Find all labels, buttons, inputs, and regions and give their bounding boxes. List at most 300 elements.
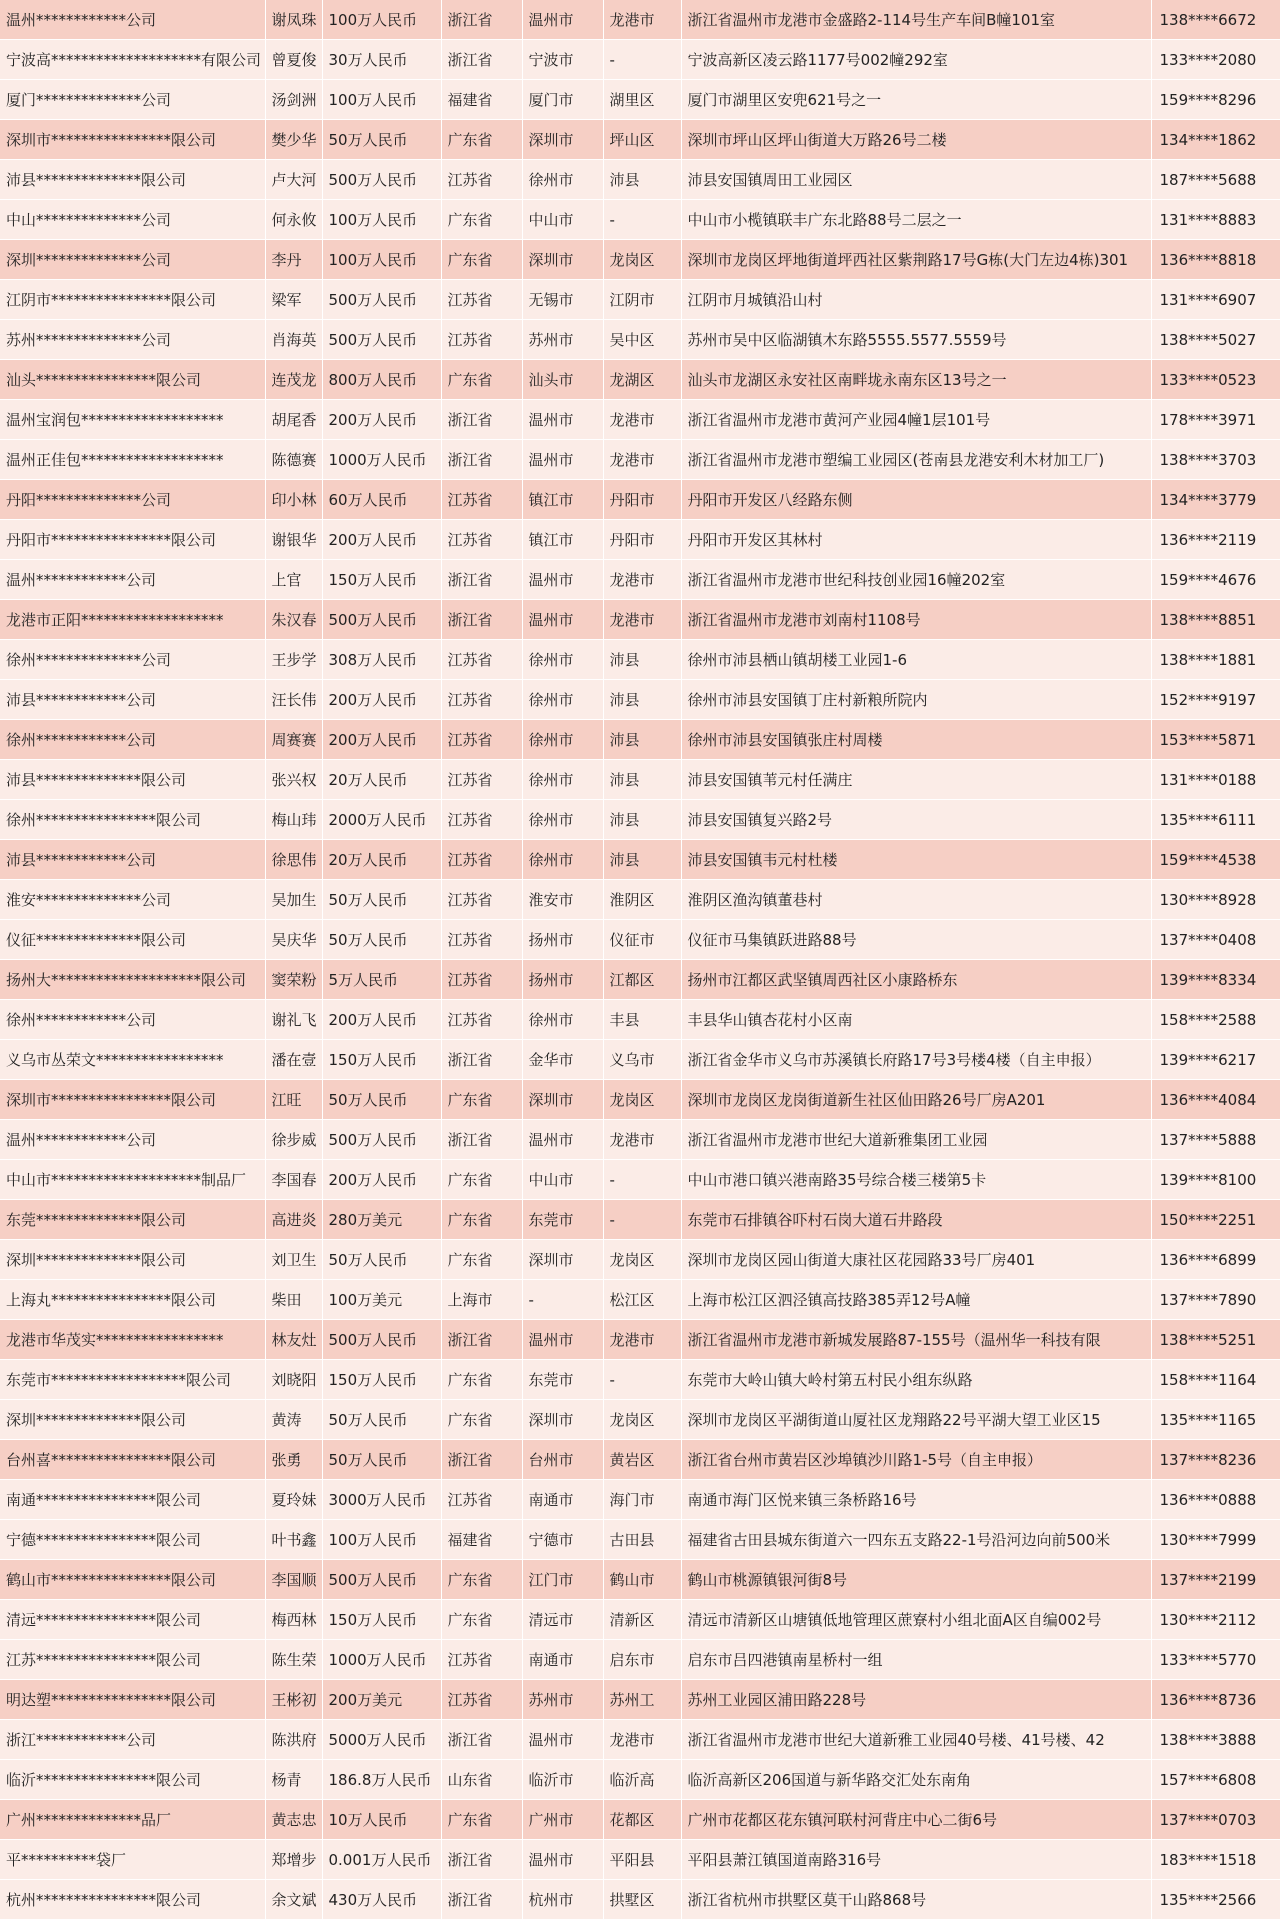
phone-cell[interactable]: 158****1164 [1151, 1360, 1280, 1400]
address-cell[interactable]: 徐州市沛县栖山镇胡楼工业园1-6 [681, 640, 1151, 680]
province-cell[interactable]: 江苏省 [441, 320, 522, 360]
address-cell[interactable]: 浙江省温州市龙港市刘南村1108号 [681, 600, 1151, 640]
province-cell[interactable]: 浙江省 [441, 1040, 522, 1080]
table-row[interactable] [0, 1800, 1280, 1840]
legal-person-cell[interactable]: 卢大河 [265, 160, 322, 200]
district-cell[interactable]: 丰县 [603, 1000, 681, 1040]
legal-person-cell[interactable]: 林友灶 [265, 1320, 322, 1360]
registered-capital-cell[interactable]: 1000万人民币 [322, 440, 441, 480]
address-cell[interactable]: 厦门市湖里区安兜621号之一 [681, 80, 1151, 120]
city-cell[interactable]: 徐州市 [522, 720, 603, 760]
district-cell[interactable]: 吴中区 [603, 320, 681, 360]
company-name-cell[interactable]: 明达塑****************限公司 [0, 1680, 265, 1720]
district-cell[interactable]: - [603, 1200, 681, 1240]
table-row[interactable] [0, 840, 1280, 880]
registered-capital-cell[interactable]: 100万人民币 [322, 80, 441, 120]
phone-cell[interactable]: 137****0703 [1151, 1800, 1280, 1840]
company-name-cell[interactable]: 仪征**************限公司 [0, 920, 265, 960]
registered-capital-cell[interactable]: 200万人民币 [322, 1000, 441, 1040]
registered-capital-cell[interactable]: 800万人民币 [322, 360, 441, 400]
phone-cell[interactable]: 159****8296 [1151, 80, 1280, 120]
phone-cell[interactable]: 158****2588 [1151, 1000, 1280, 1040]
district-cell[interactable]: 江都区 [603, 960, 681, 1000]
district-cell[interactable]: - [603, 200, 681, 240]
table-row[interactable] [0, 600, 1280, 640]
phone-cell[interactable]: 130****2112 [1151, 1600, 1280, 1640]
registered-capital-cell[interactable]: 100万人民币 [322, 200, 441, 240]
registered-capital-cell[interactable]: 2000万人民币 [322, 800, 441, 840]
registered-capital-cell[interactable]: 500万人民币 [322, 280, 441, 320]
legal-person-cell[interactable]: 吴庆华 [265, 920, 322, 960]
address-cell[interactable]: 浙江省温州市龙港市黄河产业园4幢1层101号 [681, 400, 1151, 440]
district-cell[interactable]: 义乌市 [603, 1040, 681, 1080]
legal-person-cell[interactable]: 谢凤珠 [265, 0, 322, 40]
table-row[interactable] [0, 1880, 1280, 1920]
city-cell[interactable]: 江门市 [522, 1560, 603, 1600]
registered-capital-cell[interactable]: 10万人民币 [322, 1800, 441, 1840]
company-name-cell[interactable]: 苏州**************公司 [0, 320, 265, 360]
address-cell[interactable]: 宁波高新区凌云路1177号002幢292室 [681, 40, 1151, 80]
phone-cell[interactable]: 133****5770 [1151, 1640, 1280, 1680]
province-cell[interactable]: 广东省 [441, 1400, 522, 1440]
legal-person-cell[interactable]: 梅山玮 [265, 800, 322, 840]
province-cell[interactable]: 广东省 [441, 1600, 522, 1640]
legal-person-cell[interactable]: 王步学 [265, 640, 322, 680]
district-cell[interactable]: 苏州工 [603, 1680, 681, 1720]
district-cell[interactable]: 沛县 [603, 840, 681, 880]
table-row[interactable] [0, 800, 1280, 840]
phone-cell[interactable]: 138****6672 [1151, 0, 1280, 40]
registered-capital-cell[interactable]: 100万人民币 [322, 0, 441, 40]
legal-person-cell[interactable]: 朱汉春 [265, 600, 322, 640]
phone-cell[interactable]: 138****3888 [1151, 1720, 1280, 1760]
address-cell[interactable]: 鹤山市桃源镇银河街8号 [681, 1560, 1151, 1600]
registered-capital-cell[interactable]: 50万人民币 [322, 1240, 441, 1280]
province-cell[interactable]: 浙江省 [441, 1840, 522, 1880]
district-cell[interactable]: 龙港市 [603, 0, 681, 40]
address-cell[interactable]: 浙江省温州市龙港市世纪大道新雅集团工业园 [681, 1120, 1151, 1160]
legal-person-cell[interactable]: 高进炎 [265, 1200, 322, 1240]
table-row[interactable] [0, 520, 1280, 560]
table-row[interactable] [0, 240, 1280, 280]
district-cell[interactable]: 龙岗区 [603, 1400, 681, 1440]
address-cell[interactable]: 仪征市马集镇跃进路88号 [681, 920, 1151, 960]
registered-capital-cell[interactable]: 1000万人民币 [322, 1640, 441, 1680]
city-cell[interactable]: - [522, 1280, 603, 1320]
address-cell[interactable]: 苏州工业园区浦田路228号 [681, 1680, 1151, 1720]
province-cell[interactable]: 浙江省 [441, 440, 522, 480]
registered-capital-cell[interactable]: 3000万人民币 [322, 1480, 441, 1520]
district-cell[interactable]: 龙港市 [603, 1720, 681, 1760]
table-row[interactable] [0, 1080, 1280, 1120]
company-name-cell[interactable]: 南通****************限公司 [0, 1480, 265, 1520]
company-name-cell[interactable]: 深圳**************公司 [0, 240, 265, 280]
phone-cell[interactable]: 135****6111 [1151, 800, 1280, 840]
table-row[interactable] [0, 880, 1280, 920]
registered-capital-cell[interactable]: 150万人民币 [322, 1360, 441, 1400]
district-cell[interactable]: 龙港市 [603, 440, 681, 480]
address-cell[interactable]: 深圳市龙岗区坪地街道坪西社区紫荆路17号G栋(大门左边4栋)301 [681, 240, 1151, 280]
legal-person-cell[interactable]: 江旺 [265, 1080, 322, 1120]
registered-capital-cell[interactable]: 308万人民币 [322, 640, 441, 680]
company-name-cell[interactable]: 丹阳**************公司 [0, 480, 265, 520]
phone-cell[interactable]: 138****3703 [1151, 440, 1280, 480]
company-name-cell[interactable]: 徐州**************公司 [0, 640, 265, 680]
city-cell[interactable]: 中山市 [522, 1160, 603, 1200]
table-row[interactable] [0, 480, 1280, 520]
legal-person-cell[interactable]: 刘卫生 [265, 1240, 322, 1280]
address-cell[interactable]: 中山市小榄镇联丰广东北路88号二层之一 [681, 200, 1151, 240]
province-cell[interactable]: 江苏省 [441, 480, 522, 520]
address-cell[interactable]: 浙江省台州市黄岩区沙埠镇沙川路1-5号（自主申报） [681, 1440, 1151, 1480]
company-name-cell[interactable]: 平**********袋厂 [0, 1840, 265, 1880]
phone-cell[interactable]: 136****6899 [1151, 1240, 1280, 1280]
phone-cell[interactable]: 136****4084 [1151, 1080, 1280, 1120]
table-row[interactable] [0, 280, 1280, 320]
legal-person-cell[interactable]: 梁军 [265, 280, 322, 320]
legal-person-cell[interactable]: 杨青 [265, 1760, 322, 1800]
company-name-cell[interactable]: 汕头****************限公司 [0, 360, 265, 400]
address-cell[interactable]: 淮阴区渔沟镇董巷村 [681, 880, 1151, 920]
company-name-cell[interactable]: 鹤山市****************限公司 [0, 1560, 265, 1600]
city-cell[interactable]: 徐州市 [522, 680, 603, 720]
district-cell[interactable]: 仪征市 [603, 920, 681, 960]
legal-person-cell[interactable]: 窦荣粉 [265, 960, 322, 1000]
district-cell[interactable]: 启东市 [603, 1640, 681, 1680]
registered-capital-cell[interactable]: 50万人民币 [322, 1400, 441, 1440]
city-cell[interactable]: 徐州市 [522, 840, 603, 880]
legal-person-cell[interactable]: 黄涛 [265, 1400, 322, 1440]
company-name-cell[interactable]: 厦门**************公司 [0, 80, 265, 120]
table-row[interactable] [0, 1160, 1280, 1200]
district-cell[interactable]: 沛县 [603, 720, 681, 760]
company-name-cell[interactable]: 东莞**************限公司 [0, 1200, 265, 1240]
province-cell[interactable]: 福建省 [441, 1520, 522, 1560]
phone-cell[interactable]: 153****5871 [1151, 720, 1280, 760]
phone-cell[interactable]: 139****8334 [1151, 960, 1280, 1000]
phone-cell[interactable]: 135****2566 [1151, 1880, 1280, 1920]
company-name-cell[interactable]: 温州正佳包******************* [0, 440, 265, 480]
address-cell[interactable]: 深圳市龙岗区龙岗街道新生社区仙田路26号厂房A201 [681, 1080, 1151, 1120]
city-cell[interactable]: 东莞市 [522, 1360, 603, 1400]
registered-capital-cell[interactable]: 50万人民币 [322, 880, 441, 920]
legal-person-cell[interactable]: 张勇 [265, 1440, 322, 1480]
table-row[interactable] [0, 1040, 1280, 1080]
company-name-cell[interactable]: 东莞市******************限公司 [0, 1360, 265, 1400]
district-cell[interactable]: 龙岗区 [603, 1240, 681, 1280]
company-name-cell[interactable]: 扬州大********************限公司 [0, 960, 265, 1000]
company-name-cell[interactable]: 宁波高********************有限公司 [0, 40, 265, 80]
table-row[interactable] [0, 120, 1280, 160]
address-cell[interactable]: 浙江省温州市龙港市金盛路2-114号生产车间B幢101室 [681, 0, 1151, 40]
province-cell[interactable]: 江苏省 [441, 160, 522, 200]
address-cell[interactable]: 深圳市龙岗区园山街道大康社区花园路33号厂房401 [681, 1240, 1151, 1280]
registered-capital-cell[interactable]: 150万人民币 [322, 560, 441, 600]
registered-capital-cell[interactable]: 200万人民币 [322, 1160, 441, 1200]
registered-capital-cell[interactable]: 0.001万人民币 [322, 1840, 441, 1880]
province-cell[interactable]: 上海市 [441, 1280, 522, 1320]
address-cell[interactable]: 沛县安国镇周田工业园区 [681, 160, 1151, 200]
table-row[interactable] [0, 0, 1280, 40]
table-row[interactable] [0, 1640, 1280, 1680]
address-cell[interactable]: 启东市吕四港镇南星桥村一组 [681, 1640, 1151, 1680]
district-cell[interactable]: 花都区 [603, 1800, 681, 1840]
registered-capital-cell[interactable]: 150万人民币 [322, 1040, 441, 1080]
address-cell[interactable]: 徐州市沛县安国镇张庄村周楼 [681, 720, 1151, 760]
legal-person-cell[interactable]: 曾夏俊 [265, 40, 322, 80]
legal-person-cell[interactable]: 夏玲妹 [265, 1480, 322, 1520]
province-cell[interactable]: 浙江省 [441, 560, 522, 600]
province-cell[interactable]: 广东省 [441, 1360, 522, 1400]
registered-capital-cell[interactable]: 200万人民币 [322, 400, 441, 440]
phone-cell[interactable]: 183****1518 [1151, 1840, 1280, 1880]
phone-cell[interactable]: 137****2199 [1151, 1560, 1280, 1600]
company-name-cell[interactable]: 沛县************公司 [0, 680, 265, 720]
province-cell[interactable]: 江苏省 [441, 920, 522, 960]
city-cell[interactable]: 临沂市 [522, 1760, 603, 1800]
legal-person-cell[interactable]: 周赛赛 [265, 720, 322, 760]
province-cell[interactable]: 广东省 [441, 1160, 522, 1200]
legal-person-cell[interactable]: 谢银华 [265, 520, 322, 560]
registered-capital-cell[interactable]: 5万人民币 [322, 960, 441, 1000]
phone-cell[interactable]: 133****2080 [1151, 40, 1280, 80]
province-cell[interactable]: 江苏省 [441, 1680, 522, 1720]
city-cell[interactable]: 深圳市 [522, 240, 603, 280]
city-cell[interactable]: 扬州市 [522, 920, 603, 960]
district-cell[interactable]: 丹阳市 [603, 520, 681, 560]
address-cell[interactable]: 深圳市龙岗区平湖街道山厦社区龙翔路22号平湖大望工业区15 [681, 1400, 1151, 1440]
province-cell[interactable]: 江苏省 [441, 960, 522, 1000]
city-cell[interactable]: 徐州市 [522, 800, 603, 840]
province-cell[interactable]: 江苏省 [441, 1000, 522, 1040]
legal-person-cell[interactable]: 柴田 [265, 1280, 322, 1320]
table-row[interactable] [0, 1680, 1280, 1720]
phone-cell[interactable]: 159****4538 [1151, 840, 1280, 880]
registered-capital-cell[interactable]: 30万人民币 [322, 40, 441, 80]
table-row[interactable] [0, 1480, 1280, 1520]
table-row[interactable] [0, 1120, 1280, 1160]
legal-person-cell[interactable]: 上官 [265, 560, 322, 600]
legal-person-cell[interactable]: 胡尾香 [265, 400, 322, 440]
registered-capital-cell[interactable]: 186.8万人民币 [322, 1760, 441, 1800]
table-row[interactable] [0, 1840, 1280, 1880]
address-cell[interactable]: 浙江省杭州市拱墅区莫干山路868号 [681, 1880, 1151, 1920]
province-cell[interactable]: 广东省 [441, 360, 522, 400]
district-cell[interactable]: 松江区 [603, 1280, 681, 1320]
province-cell[interactable]: 江苏省 [441, 840, 522, 880]
address-cell[interactable]: 南通市海门区悦来镇三条桥路16号 [681, 1480, 1151, 1520]
city-cell[interactable]: 徐州市 [522, 160, 603, 200]
legal-person-cell[interactable]: 李丹 [265, 240, 322, 280]
province-cell[interactable]: 福建省 [441, 80, 522, 120]
address-cell[interactable]: 临沂高新区206国道与新华路交汇处东南角 [681, 1760, 1151, 1800]
city-cell[interactable]: 深圳市 [522, 1080, 603, 1120]
address-cell[interactable]: 苏州市吴中区临湖镇木东路5555.5577.5559号 [681, 320, 1151, 360]
city-cell[interactable]: 扬州市 [522, 960, 603, 1000]
phone-cell[interactable]: 139****8100 [1151, 1160, 1280, 1200]
phone-cell[interactable]: 138****8851 [1151, 600, 1280, 640]
company-name-cell[interactable]: 中山**************公司 [0, 200, 265, 240]
phone-cell[interactable]: 130****8928 [1151, 880, 1280, 920]
district-cell[interactable]: 沛县 [603, 160, 681, 200]
province-cell[interactable]: 江苏省 [441, 520, 522, 560]
city-cell[interactable]: 温州市 [522, 400, 603, 440]
city-cell[interactable]: 温州市 [522, 1320, 603, 1360]
phone-cell[interactable]: 138****1881 [1151, 640, 1280, 680]
table-row[interactable] [0, 440, 1280, 480]
phone-cell[interactable]: 131****0188 [1151, 760, 1280, 800]
registered-capital-cell[interactable]: 430万人民币 [322, 1880, 441, 1920]
company-name-cell[interactable]: 徐州************公司 [0, 1000, 265, 1040]
table-row[interactable] [0, 1240, 1280, 1280]
province-cell[interactable]: 广东省 [441, 1240, 522, 1280]
district-cell[interactable]: 龙港市 [603, 600, 681, 640]
city-cell[interactable]: 温州市 [522, 1720, 603, 1760]
province-cell[interactable]: 广东省 [441, 240, 522, 280]
province-cell[interactable]: 浙江省 [441, 0, 522, 40]
registered-capital-cell[interactable]: 500万人民币 [322, 160, 441, 200]
table-row[interactable] [0, 1280, 1280, 1320]
city-cell[interactable]: 深圳市 [522, 1240, 603, 1280]
city-cell[interactable]: 徐州市 [522, 640, 603, 680]
district-cell[interactable]: - [603, 1160, 681, 1200]
province-cell[interactable]: 浙江省 [441, 1320, 522, 1360]
phone-cell[interactable]: 137****7890 [1151, 1280, 1280, 1320]
table-row[interactable] [0, 1400, 1280, 1440]
province-cell[interactable]: 广东省 [441, 1200, 522, 1240]
company-name-cell[interactable]: 沛县**************限公司 [0, 760, 265, 800]
province-cell[interactable]: 江苏省 [441, 800, 522, 840]
table-row[interactable] [0, 1520, 1280, 1560]
phone-cell[interactable]: 130****7999 [1151, 1520, 1280, 1560]
table-row[interactable] [0, 320, 1280, 360]
province-cell[interactable]: 江苏省 [441, 280, 522, 320]
legal-person-cell[interactable]: 余文斌 [265, 1880, 322, 1920]
registered-capital-cell[interactable]: 280万美元 [322, 1200, 441, 1240]
registered-capital-cell[interactable]: 100万人民币 [322, 240, 441, 280]
registered-capital-cell[interactable]: 500万人民币 [322, 1120, 441, 1160]
registered-capital-cell[interactable]: 200万人民币 [322, 680, 441, 720]
province-cell[interactable]: 广东省 [441, 120, 522, 160]
phone-cell[interactable]: 152****9197 [1151, 680, 1280, 720]
address-cell[interactable]: 平阳县萧江镇国道南路316号 [681, 1840, 1151, 1880]
company-name-cell[interactable]: 温州************公司 [0, 560, 265, 600]
district-cell[interactable]: 古田县 [603, 1520, 681, 1560]
district-cell[interactable]: 鹤山市 [603, 1560, 681, 1600]
company-name-cell[interactable]: 临沂****************限公司 [0, 1760, 265, 1800]
province-cell[interactable]: 江苏省 [441, 720, 522, 760]
district-cell[interactable]: 平阳县 [603, 1840, 681, 1880]
company-name-cell[interactable]: 徐州****************限公司 [0, 800, 265, 840]
legal-person-cell[interactable]: 黄志忠 [265, 1800, 322, 1840]
address-cell[interactable]: 深圳市坪山区坪山街道大万路26号二楼 [681, 120, 1151, 160]
table-row[interactable] [0, 1000, 1280, 1040]
city-cell[interactable]: 金华市 [522, 1040, 603, 1080]
district-cell[interactable]: 龙岗区 [603, 1080, 681, 1120]
table-row[interactable] [0, 1200, 1280, 1240]
table-row[interactable] [0, 200, 1280, 240]
phone-cell[interactable]: 136****0888 [1151, 1480, 1280, 1520]
table-row[interactable] [0, 720, 1280, 760]
legal-person-cell[interactable]: 印小林 [265, 480, 322, 520]
company-name-cell[interactable]: 中山市********************制品厂 [0, 1160, 265, 1200]
company-name-cell[interactable]: 江苏****************限公司 [0, 1640, 265, 1680]
legal-person-cell[interactable]: 潘在壹 [265, 1040, 322, 1080]
registered-capital-cell[interactable]: 50万人民币 [322, 1440, 441, 1480]
address-cell[interactable]: 上海市松江区泗泾镇高技路385弄12号A幢 [681, 1280, 1151, 1320]
registered-capital-cell[interactable]: 150万人民币 [322, 1600, 441, 1640]
registered-capital-cell[interactable]: 500万人民币 [322, 600, 441, 640]
district-cell[interactable]: 沛县 [603, 800, 681, 840]
city-cell[interactable]: 温州市 [522, 0, 603, 40]
city-cell[interactable]: 东莞市 [522, 1200, 603, 1240]
district-cell[interactable]: 龙港市 [603, 1120, 681, 1160]
city-cell[interactable]: 镇江市 [522, 520, 603, 560]
legal-person-cell[interactable]: 肖海英 [265, 320, 322, 360]
company-name-cell[interactable]: 丹阳市****************限公司 [0, 520, 265, 560]
city-cell[interactable]: 杭州市 [522, 1880, 603, 1920]
address-cell[interactable]: 东莞市大岭山镇大岭村第五村民小组东纵路 [681, 1360, 1151, 1400]
registered-capital-cell[interactable]: 20万人民币 [322, 840, 441, 880]
district-cell[interactable]: 龙岗区 [603, 240, 681, 280]
district-cell[interactable]: 沛县 [603, 640, 681, 680]
legal-person-cell[interactable]: 李国春 [265, 1160, 322, 1200]
legal-person-cell[interactable]: 梅西林 [265, 1600, 322, 1640]
province-cell[interactable]: 广东省 [441, 1560, 522, 1600]
company-name-cell[interactable]: 龙港市华茂实***************** [0, 1320, 265, 1360]
province-cell[interactable]: 浙江省 [441, 1720, 522, 1760]
city-cell[interactable]: 台州市 [522, 1440, 603, 1480]
table-row[interactable] [0, 1720, 1280, 1760]
province-cell[interactable]: 江苏省 [441, 1640, 522, 1680]
registered-capital-cell[interactable]: 100万美元 [322, 1280, 441, 1320]
table-row[interactable] [0, 400, 1280, 440]
legal-person-cell[interactable]: 李国顺 [265, 1560, 322, 1600]
district-cell[interactable]: 拱墅区 [603, 1880, 681, 1920]
phone-cell[interactable]: 187****5688 [1151, 160, 1280, 200]
table-row[interactable] [0, 1560, 1280, 1600]
legal-person-cell[interactable]: 郑增步 [265, 1840, 322, 1880]
city-cell[interactable]: 南通市 [522, 1640, 603, 1680]
registered-capital-cell[interactable]: 200万美元 [322, 1680, 441, 1720]
province-cell[interactable]: 江苏省 [441, 760, 522, 800]
phone-cell[interactable]: 136****8818 [1151, 240, 1280, 280]
registered-capital-cell[interactable]: 60万人民币 [322, 480, 441, 520]
district-cell[interactable]: 黄岩区 [603, 1440, 681, 1480]
address-cell[interactable]: 沛县安国镇苇元村任满庄 [681, 760, 1151, 800]
registered-capital-cell[interactable]: 500万人民币 [322, 1320, 441, 1360]
company-name-cell[interactable]: 温州************公司 [0, 1120, 265, 1160]
company-name-cell[interactable]: 清远****************限公司 [0, 1600, 265, 1640]
company-name-cell[interactable]: 淮安**************公司 [0, 880, 265, 920]
company-name-cell[interactable]: 深圳**************限公司 [0, 1400, 265, 1440]
phone-cell[interactable]: 159****4676 [1151, 560, 1280, 600]
phone-cell[interactable]: 150****2251 [1151, 1200, 1280, 1240]
legal-person-cell[interactable]: 连茂龙 [265, 360, 322, 400]
table-row[interactable] [0, 160, 1280, 200]
company-name-cell[interactable]: 台州喜****************限公司 [0, 1440, 265, 1480]
registered-capital-cell[interactable]: 500万人民币 [322, 1560, 441, 1600]
district-cell[interactable]: 坪山区 [603, 120, 681, 160]
district-cell[interactable]: 湖里区 [603, 80, 681, 120]
table-row[interactable] [0, 1320, 1280, 1360]
city-cell[interactable]: 深圳市 [522, 120, 603, 160]
province-cell[interactable]: 浙江省 [441, 1120, 522, 1160]
registered-capital-cell[interactable]: 5000万人民币 [322, 1720, 441, 1760]
legal-person-cell[interactable]: 陈洪府 [265, 1720, 322, 1760]
legal-person-cell[interactable]: 王彬初 [265, 1680, 322, 1720]
district-cell[interactable]: 淮阴区 [603, 880, 681, 920]
